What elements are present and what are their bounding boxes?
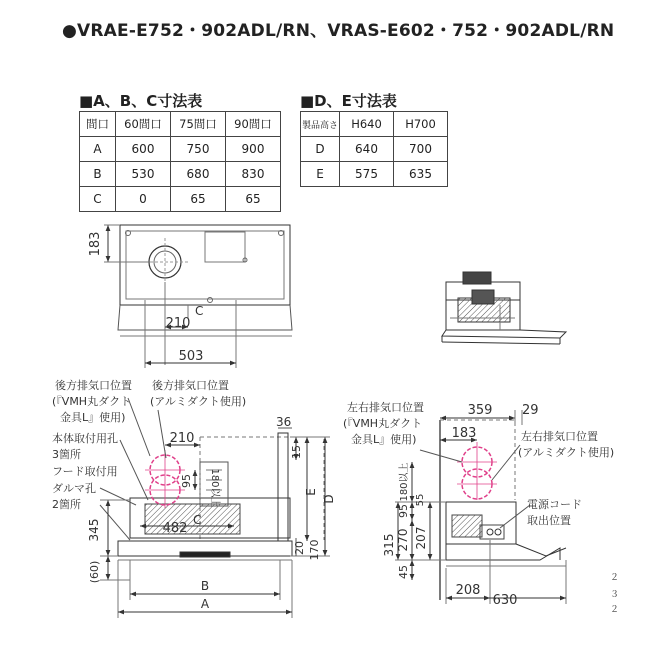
edge-note: ２: [610, 573, 620, 583]
dim-60: (60): [88, 560, 101, 584]
dim-183-side: 183: [451, 426, 477, 441]
table-de-title: ■D、E寸法表: [300, 92, 397, 110]
label-mount-hole-1: 本体取付用孔: [52, 432, 118, 445]
dim-208: 208: [455, 583, 481, 598]
table-abc-cell: 680: [171, 162, 226, 187]
dim-180-over-front: 180以上: [209, 468, 220, 508]
table-abc-cell: 65: [171, 187, 226, 212]
table-de-cell: E: [301, 162, 340, 187]
label-power-cord-2: 取出位置: [527, 514, 571, 527]
label-mount-hole-2: 3箇所: [52, 448, 81, 461]
label-side-exhaust-al-1: 左右排気口位置: [521, 430, 598, 443]
label-power-cord-1: 電源コード: [527, 498, 582, 511]
table-abc-header-cell: 60間口: [116, 112, 171, 137]
dim-482: 482: [162, 521, 188, 536]
front-right-column: [278, 433, 288, 541]
table-de-cell: 700: [394, 137, 448, 162]
table-abc-cell: B: [80, 162, 116, 187]
front-hood-logo-strip: [180, 552, 230, 557]
dim-d: D: [322, 494, 336, 504]
table-de-header-cell: 製品高さ: [301, 112, 340, 137]
table-de-header-cell: H640: [340, 112, 394, 137]
dim-45: 45: [397, 565, 410, 579]
label-rear-exhaust-vmh-3: 金具L』使用): [60, 411, 126, 424]
dim-180-over-side: 180以上: [399, 462, 410, 502]
dim-503: 503: [178, 349, 204, 364]
dim-183-top: 183: [88, 231, 103, 257]
label-side-exhaust-vmh-2: (『VMH丸ダクト: [343, 417, 423, 430]
dim-b: B: [200, 579, 210, 593]
dim-210-front: 210: [169, 431, 195, 446]
edge-note: ２: [610, 605, 620, 615]
dim-36: 36: [276, 415, 292, 429]
perspective-view: [442, 272, 566, 344]
dim-270: 270: [396, 528, 410, 552]
table-abc-cell: 900: [226, 137, 281, 162]
dim-c-top: C: [195, 304, 204, 318]
label-hood-hole-2: ダルマ孔: [52, 482, 96, 495]
dim-210-top: 210: [165, 316, 191, 331]
table-abc-header-cell: 90間口: [226, 112, 281, 137]
table-abc-header-cell: 間口: [80, 112, 116, 137]
dim-95-side: 95: [397, 504, 410, 518]
dim-359: 359: [467, 403, 493, 418]
table-abc-cell: 600: [116, 137, 171, 162]
side-fan-box: [452, 515, 482, 537]
table-de-cell: 640: [340, 137, 394, 162]
top-view: [104, 225, 292, 368]
model-title: ●VRAE-E752・902ADL/RN、VRAS-E602・752・902ADL/RN: [62, 21, 615, 41]
dim-15: 15: [290, 445, 303, 459]
table-de-cell: 635: [394, 162, 448, 187]
dim-207: 207: [414, 526, 428, 550]
label-rear-exhaust-al-2: (アルミダクト使用): [150, 395, 247, 408]
edge-note: ３: [610, 590, 620, 600]
table-de-cell: 575: [340, 162, 394, 187]
label-rear-exhaust-vmh-2: (『VMH丸ダクト: [52, 395, 132, 408]
label-side-exhaust-vmh-3: 金具L』使用): [351, 433, 417, 446]
table-abc-cell: A: [80, 137, 116, 162]
persp-duct: [463, 272, 491, 284]
table-abc-title: ■A、B、C寸法表: [79, 92, 203, 110]
dim-29: 29: [522, 403, 539, 418]
top-view-skirt: [118, 305, 292, 330]
label-rear-exhaust-al-1: 後方排気口位置: [152, 379, 229, 392]
label-side-exhaust-vmh-1: 左右排気口位置: [347, 401, 424, 414]
dim-c-front: C: [193, 513, 202, 527]
table-abc-cell: 530: [116, 162, 171, 187]
dim-e: E: [304, 488, 318, 496]
dim-170-front: 170: [308, 539, 321, 561]
table-abc-cell: 65: [226, 187, 281, 212]
dim-20: 20: [293, 541, 306, 555]
label-hood-hole-1: フード取付用: [52, 465, 118, 478]
persp-skirt: [442, 330, 566, 338]
table-abc-cell: C: [80, 187, 116, 212]
top-view-plate: [205, 232, 245, 262]
dim-95-front: 95: [180, 474, 193, 488]
dim-345: 345: [87, 518, 101, 542]
table-abc-header-cell: 75間口: [171, 112, 226, 137]
side-hood-skirt: [446, 544, 560, 560]
label-rear-exhaust-vmh-1: 後方排気口位置: [55, 379, 132, 392]
table-de-cell: D: [301, 137, 340, 162]
label-side-exhaust-al-2: (アルミダクト使用): [518, 446, 615, 459]
dim-315: 315: [382, 533, 396, 557]
table-abc-cell: 830: [226, 162, 281, 187]
table-abc-cell: 750: [171, 137, 226, 162]
dim-a: A: [200, 597, 210, 611]
label-hood-hole-3: 2箇所: [52, 498, 81, 511]
front-view: [100, 398, 330, 618]
table-de-header-cell: H700: [394, 112, 448, 137]
dim-630: 630: [492, 593, 518, 608]
table-abc-cell: 0: [116, 187, 171, 212]
dim-55: 55: [415, 493, 426, 507]
